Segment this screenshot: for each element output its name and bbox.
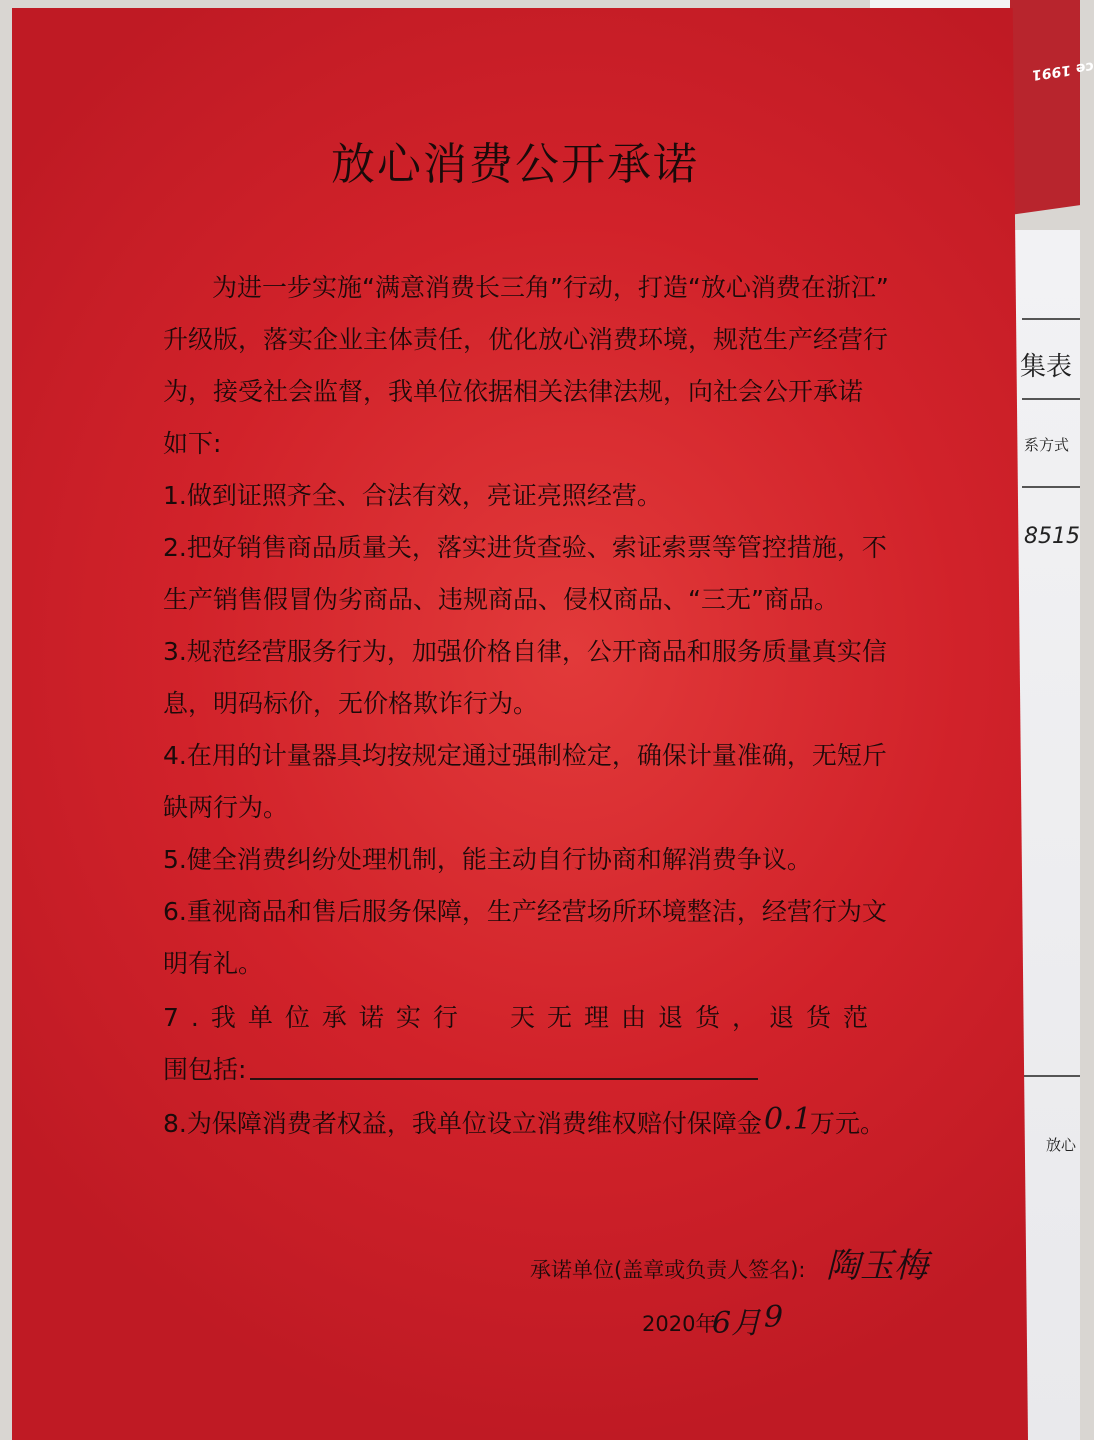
document-title: 放心消费公开承诺 — [331, 139, 699, 190]
background-text: 放心 — [1046, 1136, 1077, 1154]
signature-label: 承诺单位(盖章或负责人签名): — [530, 1258, 806, 1282]
item7-scope-blank-line — [250, 1078, 758, 1080]
commitment-item: 生产销售假冒伪劣商品、违规商品、侵权商品、“三无”商品。 — [163, 585, 839, 614]
background-table-line — [1022, 1075, 1080, 1077]
item7-text-part2: 天无理由退货，退货范 — [510, 1003, 881, 1032]
background-text: 8515 — [1024, 524, 1080, 549]
date-day-handwritten: 9 — [764, 1300, 784, 1335]
commitment-item: 2.把好销售商品质量关，落实进货查验、索证索票等管控措施，不 — [163, 533, 887, 562]
background-table-line — [1022, 318, 1080, 320]
intro-line: 如下: — [163, 429, 222, 458]
commitment-item: 1.做到证照齐全、合法有效，亮证亮照经营。 — [163, 481, 662, 510]
background-table-line — [1022, 398, 1080, 400]
intro-line: 为进一步实施“满意消费长三角”行动，打造“放心消费在浙江” — [212, 273, 889, 302]
intro-line: 升级版，落实企业主体责任，优化放心消费环境，规范生产经营行 — [163, 325, 889, 354]
date-month-handwritten: 6月 — [712, 1306, 762, 1341]
background-card-text: ce 1991 — [1032, 58, 1094, 83]
commitment-item: 息，明码标价，无价格欺诈行为。 — [163, 689, 539, 718]
commitment-item: 缺两行为。 — [163, 793, 289, 822]
signature-handwritten: 陶玉梅 — [826, 1246, 928, 1286]
item8-amount-handwritten: 0.1 — [764, 1102, 812, 1137]
commitment-item: 明有礼。 — [163, 949, 264, 978]
commitment-item: 5.健全消费纠纷处理机制，能主动自行协商和解消费争议。 — [163, 845, 812, 874]
commitment-item: 3.规范经营服务行为，加强价格自律，公开商品和服务质量真实信 — [163, 637, 887, 666]
date-year: 2020年 — [642, 1312, 717, 1336]
commitment-document — [12, 8, 1028, 1440]
background-text: 集表 — [1020, 352, 1073, 382]
item8-text: 8.为保障消费者权益，我单位设立消费维权赔付保障金 — [163, 1109, 762, 1138]
item7-scope-label: 围包括: — [163, 1055, 247, 1084]
commitment-item: 4.在用的计量器具均按规定通过强制检定，确保计量准确，无短斤 — [163, 741, 887, 770]
commitment-item: 6.重视商品和售后服务保障，生产经营场所环境整洁，经营行为文 — [163, 897, 887, 926]
item8-unit: 万元。 — [810, 1109, 886, 1138]
item7-text-part1: 7.我单位承诺实行 — [163, 1003, 470, 1032]
background-text: 系方式 — [1024, 436, 1070, 454]
intro-line: 为，接受社会监督，我单位依据相关法律法规，向社会公开承诺 — [163, 377, 864, 406]
background-table-line — [1022, 486, 1080, 488]
